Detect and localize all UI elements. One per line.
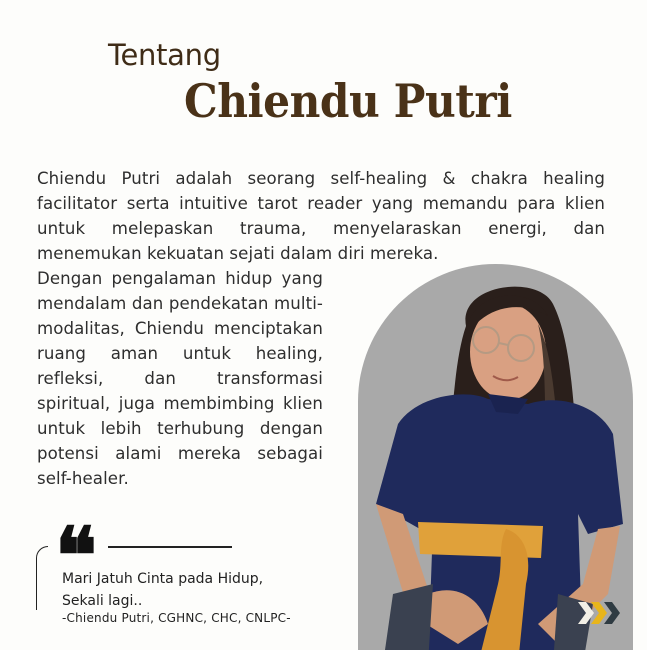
title-name: Chiendu Putri — [184, 74, 512, 128]
quote-mark-icon: ❝ — [55, 511, 91, 602]
portrait-arch — [358, 264, 633, 650]
intro-paragraph: Chiendu Putri adalah seorang self-healing & chakra healing facilitator serta intuitive tarot reader yang memandu para klien untuk melepaskan trauma, menyelaraskan energi, dan menemukan kekuatan sejati dalam diri mereka. — [37, 169, 605, 263]
quote-text — [62, 568, 263, 612]
quote-divider — [108, 546, 232, 548]
chevron-arrows-icon — [578, 602, 622, 624]
portrait-photo — [358, 264, 633, 650]
quote-line-2: Sekali lagi.. — [62, 593, 143, 609]
quote-line-1: Mari Jatuh Cinta pada Hidup, — [62, 571, 264, 587]
experience-paragraph: Dengan pengalaman hidup yang mendalam dan pendekatan multi-modalitas, Chiendu menciptakan ruang aman untuk healing, refleksi, dan transformasi spiritual, juga membimbing klien untuk lebih terhubung dengan potensi alami mereka sebagai self-healer. — [37, 269, 323, 488]
title-tentang: Tentang — [108, 38, 221, 72]
quote-author: -Chiendu Putri, CGHNC, CHC, CNLPC- — [62, 611, 291, 625]
quote-bracket — [36, 546, 48, 610]
